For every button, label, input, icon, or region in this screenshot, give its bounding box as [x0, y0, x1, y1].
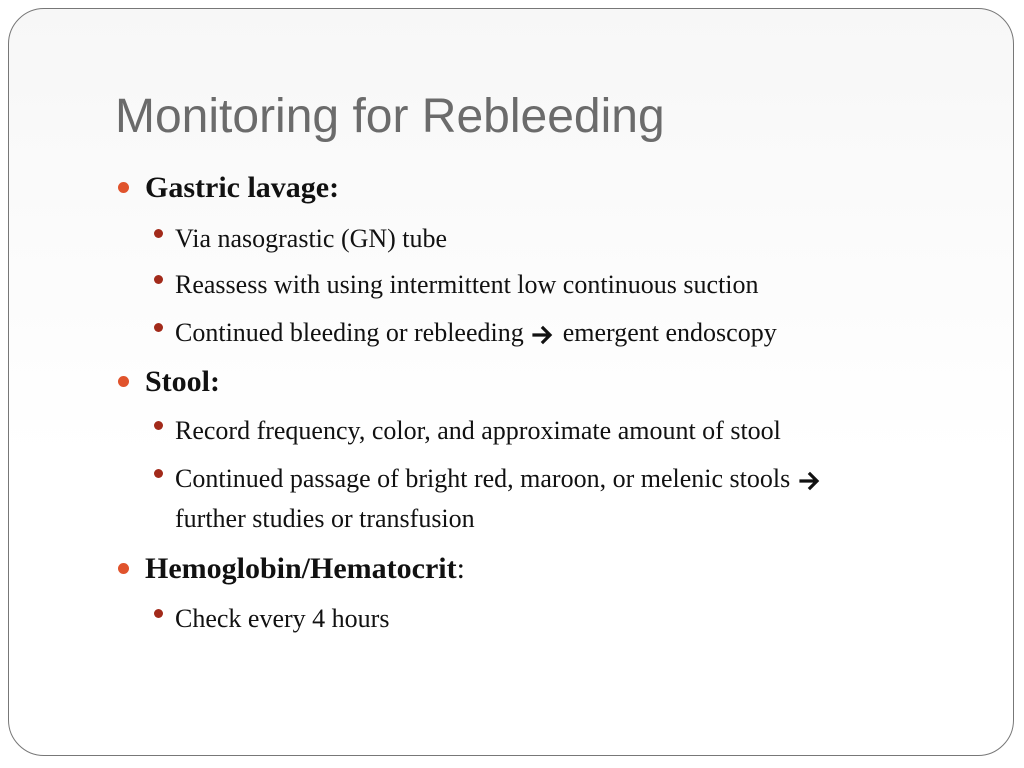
sub-bullet [175, 313, 777, 353]
sub-bullet [175, 599, 389, 639]
bullet-dot [118, 563, 129, 574]
section-heading: Gastric lavage: [145, 171, 340, 204]
bullet-text-after: further studies or transfusion [175, 504, 475, 533]
slide-content [9, 9, 1015, 757]
sub-bullet [175, 219, 447, 259]
bullet-text: Check every 4 hours [175, 604, 390, 633]
sub-bullet [175, 411, 781, 451]
bullet-dot [118, 376, 129, 387]
bullet-dot [154, 469, 163, 478]
bullet-text: Reassess with using intermittent low continuous suction [175, 270, 759, 299]
bullet-hemoglobin-hematocrit [145, 552, 465, 586]
right-arrow-icon [532, 325, 554, 345]
bullet-text-before: Continued passage of bright red, maroon, or melenic stools [175, 464, 791, 493]
sub-bullet [175, 265, 759, 305]
bullet-text: Record frequency, color, and approximate amount of stool [175, 416, 781, 445]
slide-title: Monitoring for Rebleeding [115, 90, 665, 143]
bullet-dot [154, 275, 163, 284]
section-heading-main: Hemoglobin/Hematocrit [145, 552, 457, 585]
bullet-text [175, 318, 777, 347]
right-arrow-icon [799, 471, 821, 491]
section-heading-colon: : [456, 552, 465, 585]
bullet-dot [154, 609, 163, 618]
bullet-gastric-lavage [145, 171, 339, 205]
bullet-dot [118, 182, 129, 193]
section-heading [145, 552, 465, 585]
bullet-dot [154, 421, 163, 430]
bullet-text: Via nasograstic (GN) tube [175, 224, 448, 253]
slide-frame [8, 8, 1014, 756]
bullet-text-after: emergent endoscopy [562, 318, 777, 347]
bullet-text [175, 464, 823, 533]
sub-bullet [175, 459, 965, 539]
bullet-stool [145, 365, 220, 399]
section-heading: Stool: [145, 365, 220, 398]
bullet-dot [154, 229, 163, 238]
bullet-dot [154, 323, 163, 332]
bullet-text-before: Continued bleeding or rebleeding [175, 318, 524, 347]
